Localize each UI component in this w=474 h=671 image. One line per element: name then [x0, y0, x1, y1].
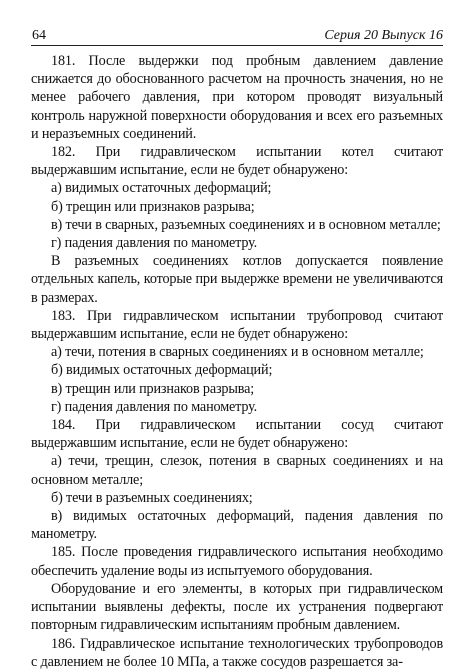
page-header	[31, 22, 443, 44]
list-item: а) течи, потения в сварных соединениях и в основном металле;	[51, 344, 424, 361]
list-item: в) трещин или признаков разрыва;	[51, 380, 255, 397]
list-item: б) видимых остаточных деформаций;	[51, 362, 273, 379]
paragraph-181: 181. После выдержки под пробным давлением давление снижается до обоснованного расчетом на прочность значения, но не менее рабочего давления, при котором проводят визуальный контроль наружной поверхности оборудования и всех его разъемных и неразъемных соединений.	[31, 53, 443, 142]
list-item: б) трещин или признаков разрыва;	[51, 198, 255, 215]
paragraph-186: 186. Гидравлическое испытание технологических трубопроводов с давлением не более 10 МПа, а также сосудов разрешается за-	[31, 635, 443, 670]
paragraph-184: 184. При гидравлическом испытании сосуд считают выдержавшим испытание, если не будет обнаружено:	[31, 417, 443, 452]
document-body	[31, 52, 443, 671]
document-page	[31, 22, 443, 670]
paragraph-182: 182. При гидравлическом испытании котел считают выдержавшим испытание, если не будет обнаружено:	[31, 144, 443, 179]
page-number: 64	[32, 28, 46, 43]
paragraph-183: 183. При гидравлическом испытании трубопровод считают выдержавшим испытание, если не будет обнаружено:	[31, 307, 443, 343]
list-item: в) видимых остаточных деформаций, падения давления по манометру.	[31, 508, 443, 543]
list-item: б) течи в разъемных соединениях;	[51, 489, 253, 506]
series-title: Серия 20 Выпуск 16	[324, 28, 443, 43]
list-item: в) течи в сварных, разъемных соединениях и в основном металле;	[51, 216, 441, 233]
header-rule	[31, 45, 443, 46]
paragraph-185: 185. После проведения гидравлического испытания необходимо обеспечить удаление воды из испытуемого оборудования.	[31, 544, 443, 579]
list-item: г) падения давления по манометру.	[51, 235, 258, 252]
paragraph-joints: В разъемных соединениях котлов допускается появление отдельных капель, которые при выдержке времени не увеличиваются в размерах.	[31, 253, 443, 306]
list-item: а) течи, трещин, слезок, потения в сварных соединениях и на основном металле;	[31, 453, 443, 488]
paragraph-defects: Оборудование и его элементы, в которых при гидравлическом испытании выявлены дефекты, после их устранения подвергают повторным гидравлическим испытаниям пробным давлением.	[31, 580, 443, 634]
list-item: г) падения давления по манометру.	[51, 398, 258, 415]
list-item: а) видимых остаточных деформаций;	[51, 180, 272, 197]
